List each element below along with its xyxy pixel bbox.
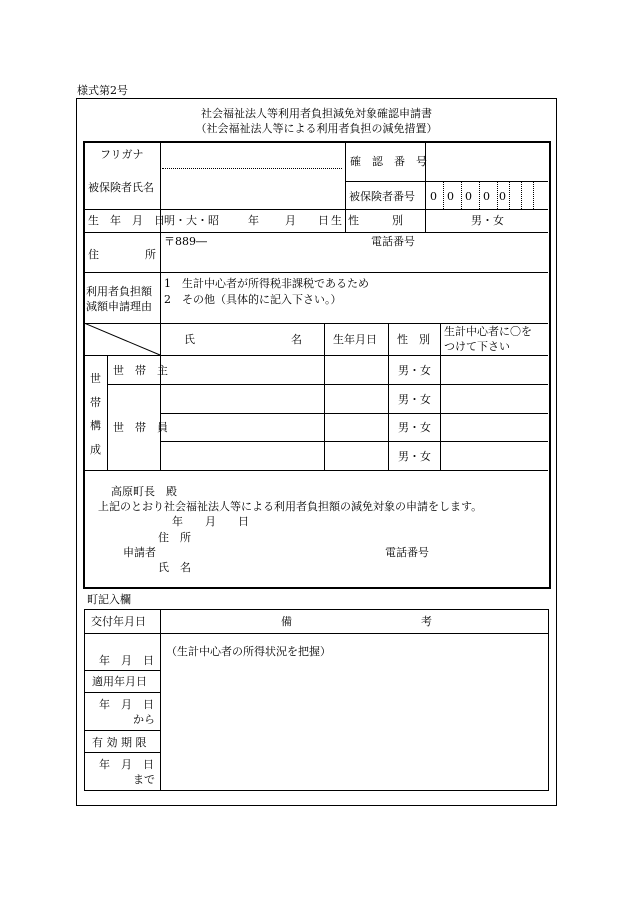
insured-number-digit: 0 — [465, 190, 472, 203]
form-number: 様式第2号 — [77, 84, 128, 97]
apply-from-label: から — [133, 713, 155, 726]
confirmation-number-field[interactable] — [427, 143, 546, 180]
apply-date-label: 適用年月日 — [92, 675, 147, 688]
insured-name-label: 被保険者氏名 — [88, 181, 154, 194]
household-col-birth: 生年月日 — [333, 333, 377, 346]
validity-label: 有 効 期 限 — [92, 736, 147, 749]
addressee: 高原町長 殿 — [111, 485, 177, 498]
insured-number-digit: 0 — [483, 190, 490, 203]
office-section-label: 町記入欄 — [87, 593, 131, 606]
applicant-name-label: 氏 名 — [158, 561, 191, 574]
remarks-header-1: 備 — [281, 615, 292, 628]
household-col-mark-2: つけて下さい — [444, 340, 510, 353]
validity-until-label: まで — [133, 773, 155, 786]
table-row[interactable] — [162, 443, 323, 469]
insured-number-label: 被保険者番号 — [349, 190, 415, 203]
apply-date-ymd: 年 月 日 — [99, 698, 154, 711]
remarks-header-2: 考 — [421, 615, 432, 628]
birth-day-char: 日 — [318, 214, 329, 227]
postal-code: 〒889― — [164, 235, 207, 248]
furigana-label: フリガナ — [100, 148, 144, 161]
household-gender[interactable]: 男・女 — [398, 364, 431, 377]
issue-date-ymd: 年 月 日 — [99, 654, 154, 667]
remarks-text: （生計中心者の所得状況を把握） — [166, 645, 331, 658]
birthdate-label: 生 年 月 日 — [88, 214, 165, 227]
insured-number-digit: 0 — [447, 190, 454, 203]
title-line-2: （社会福祉法人等による利用者負担の減免措置） — [195, 122, 438, 135]
birth-suffix: 生 — [331, 214, 342, 227]
household-side-label: 帯 — [90, 396, 101, 409]
household-side-label: 世 — [90, 372, 101, 385]
household-col-name-1: 氏 — [184, 333, 195, 346]
confirmation-number-label: 確 認 番 号 — [350, 155, 427, 168]
table-row[interactable] — [162, 415, 323, 440]
validity-date-ymd: 年 月 日 — [99, 758, 154, 771]
household-gender[interactable]: 男・女 — [398, 450, 431, 463]
birth-month-char: 月 — [285, 214, 296, 227]
applicant-address-label: 住 所 — [158, 531, 191, 544]
birth-year-char: 年 — [248, 214, 259, 227]
insured-number-digit: 0 — [499, 190, 506, 203]
era-options[interactable]: 明・大・昭 — [164, 214, 219, 227]
household-col-name-2: 名 — [291, 333, 302, 346]
address-field[interactable] — [162, 250, 546, 270]
gender-options[interactable]: 男・女 — [471, 214, 504, 227]
household-member-label: 世 帯 員 — [113, 421, 168, 434]
household-gender[interactable]: 男・女 — [398, 393, 431, 406]
household-side-label: 構 — [90, 419, 101, 432]
reason-label-1: 利用者負担額 — [86, 285, 152, 298]
household-col-gender: 性 別 — [397, 333, 430, 346]
reason-label-2: 減額申請理由 — [86, 300, 152, 313]
household-head-label: 世 帯 主 — [113, 364, 168, 377]
table-row[interactable] — [162, 386, 323, 412]
declaration-text: 上記のとおり社会福祉法人等による利用者負担額の減免対象の申請をします。 — [98, 500, 483, 513]
household-gender[interactable]: 男・女 — [398, 421, 431, 434]
declaration-date: 年 月 日 — [172, 515, 249, 528]
address-phone-label: 電話番号 — [371, 235, 415, 248]
insured-number-digit: 0 — [430, 190, 437, 203]
reason-option-1[interactable]: 1 生計中心者が所得税非課税であるため — [164, 277, 369, 290]
diagonal-header-cell — [84, 323, 161, 356]
address-label-2: 所 — [145, 248, 156, 261]
title-line-1: 社会福祉法人等利用者負担減免対象確認申請書 — [201, 107, 432, 120]
issue-date-label: 交付年月日 — [91, 615, 146, 628]
reason-option-2[interactable]: 2 その他（具体的に記入下さい。） — [164, 293, 342, 306]
insured-name-field[interactable] — [162, 170, 344, 208]
household-side-label: 成 — [90, 443, 101, 456]
furigana-field[interactable] — [162, 144, 344, 167]
applicant-label: 申請者 — [123, 546, 156, 559]
table-row[interactable] — [162, 357, 323, 383]
gender-label: 性 別 — [348, 214, 403, 227]
applicant-phone-label: 電話番号 — [385, 546, 429, 559]
remarks-field[interactable] — [162, 660, 546, 788]
household-col-mark-1: 生計中心者に〇を — [444, 325, 532, 338]
address-label-1: 住 — [88, 248, 99, 261]
